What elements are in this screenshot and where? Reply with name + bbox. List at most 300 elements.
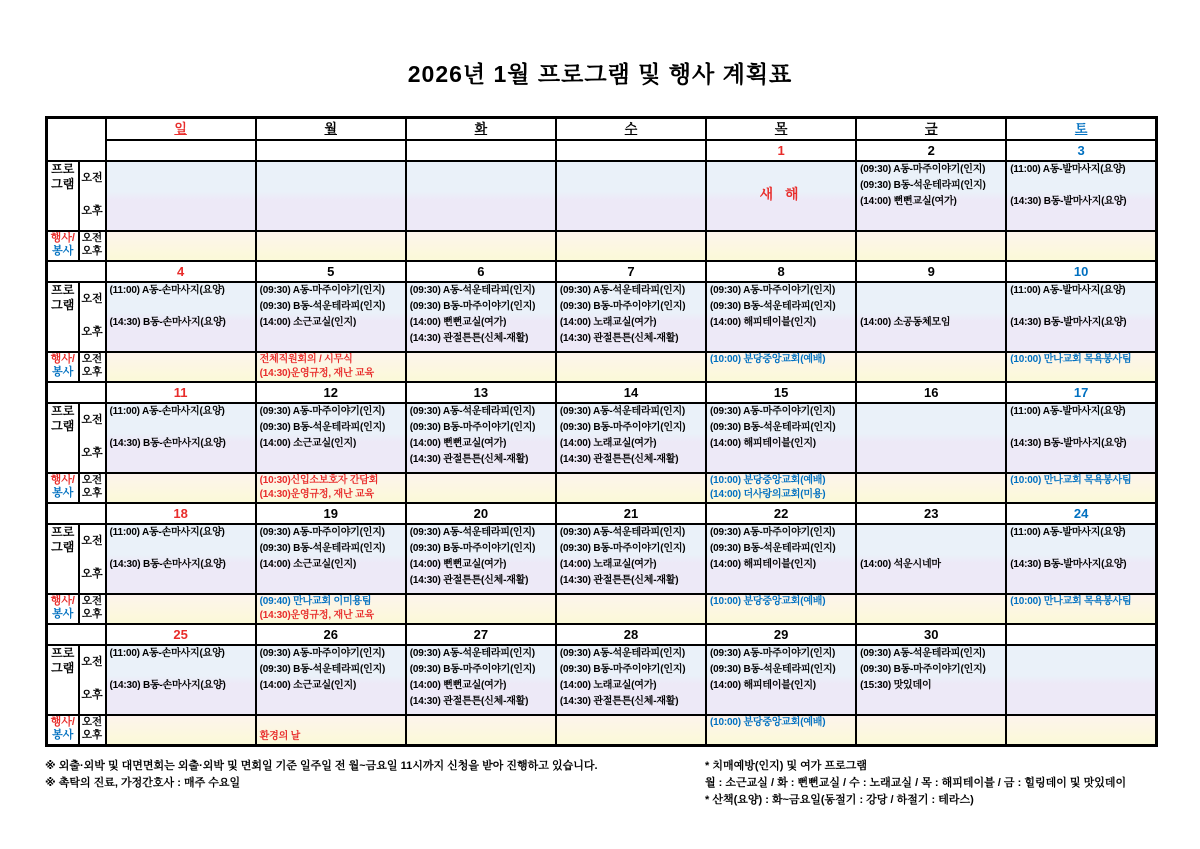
date-cell: 28 [556,624,706,645]
event-entry [557,730,705,744]
date-cell: 14 [556,382,706,403]
program-entry: (14:30) 관절튼튼(신체-재활) [409,454,529,465]
row-label-program-line: 프로 [51,525,75,539]
event-entry [1007,730,1155,744]
date-row-label-cell [47,624,106,645]
event-cell [106,352,256,382]
weekday-header-cell: 목 [706,118,856,141]
program-entry: (14:00) 소근교실(인지) [259,680,357,691]
program-entry: (09:30) B동-석운테라피(인지) [860,180,986,191]
event-cell [256,715,406,746]
date-row-label-cell [47,382,106,403]
event-entry: (10:30)신입소보호자 간담회 [259,475,379,486]
event-entry [107,367,255,381]
label-pm: 오후 [81,447,103,459]
program-entry [1007,694,1155,710]
row-label-ampm [79,524,106,594]
event-entry [107,232,255,246]
row-label-program-line: 그램 [51,419,75,433]
label-pm: 오후 [81,245,103,257]
program-entry: (14:30) B동-손마사지(요양) [109,317,226,328]
program-entry: (14:00) 해피테이블(인지) [710,559,816,570]
event-entry [707,232,855,246]
event-cell [106,715,256,746]
date-cell: 29 [706,624,856,645]
event-entry [707,367,855,381]
event-cell [856,594,1006,624]
event-entry [557,474,705,488]
row-label-event-line: 봉사 [52,608,74,620]
program-cell [106,403,256,473]
program-entry: (09:30) B동-마주이야기(인지) [409,664,536,675]
program-entry: (14:30) 관절튼튼(신체-재활) [559,575,679,586]
event-entry: (10:00) 만나교회 목욕봉사팀 [1010,354,1132,365]
date-cell: 7 [556,261,706,282]
date-row [47,261,1157,282]
program-entry: (09:30) A동-석운테라피(인지) [559,406,686,417]
date-cell [556,140,706,161]
program-cell [106,645,256,715]
row-label-event-line: 봉사 [52,366,74,378]
row-label-event-line: 행사/ [50,474,75,486]
event-entry [407,232,555,246]
program-entry: (11:00) A동-손마사지(요양) [109,527,225,538]
program-entry: (09:30) B동-마주이야기(인지) [409,301,536,312]
program-entry: (09:30) B동-마주이야기(인지) [559,301,686,312]
event-entry: (10:00) 분당중앙교회(예배) [710,717,826,728]
date-cell: 23 [856,503,1006,524]
label-am: 오전 [81,656,103,668]
event-entry: (14:00) 더사랑의교회(미용) [710,489,826,500]
program-entry: (09:30) A동-석운테라피(인지) [409,285,535,296]
program-entry [1007,331,1155,347]
row-label-program-line: 그램 [51,177,75,191]
event-entry [557,595,705,609]
event-entry: (14:30)운영규정, 재난 교육 [259,368,374,379]
program-cell [856,524,1006,594]
event-cell [406,231,556,261]
program-entry [857,404,1005,420]
program-entry [107,541,255,557]
event-entry [407,488,555,502]
program-entry: (14:00) 소공동체모임 [860,317,951,328]
label-pm: 오후 [81,326,103,338]
event-entry: (14:30)운영규정, 재난 교육 [259,489,374,500]
program-cell [706,282,856,352]
event-row [47,231,1157,261]
program-entry [857,299,1005,315]
date-cell [1006,624,1156,645]
date-cell: 19 [256,503,406,524]
event-entry: (10:00) 분당중앙교회(예배) [710,475,826,486]
event-cell [706,473,856,503]
event-entry [557,367,705,381]
row-label-ampm [79,282,106,352]
event-entry [1007,609,1155,623]
date-cell: 10 [1006,261,1156,282]
row-label-ampm [79,403,106,473]
program-row [47,403,1157,473]
program-entry: (09:30) A동-석운테라피(인지) [409,648,535,659]
program-cell [1006,524,1156,594]
program-cell [106,161,256,231]
event-entry [1007,367,1155,381]
program-entry [857,331,1005,347]
footnotes [45,758,1158,809]
program-entry [857,525,1005,541]
row-label-event-line: 행사/ [50,595,75,607]
date-cell: 26 [256,624,406,645]
weekday-header-cell: 화 [406,118,556,141]
program-entry [107,331,255,347]
label-am: 오전 [81,293,103,305]
program-entry [107,420,255,436]
program-entry: (09:30) A동-석운테라피(인지) [559,285,686,296]
program-entry [557,194,705,210]
event-entry [407,595,555,609]
program-entry [107,694,255,710]
event-entry: 환경의 날 [259,731,301,742]
event-cell [1006,473,1156,503]
event-entry [557,488,705,502]
program-entry: (11:00) A동-손마사지(요양) [109,285,225,296]
program-entry: (14:00) 해피테이블(인지) [710,680,816,691]
event-entry [107,716,255,730]
date-row [47,503,1157,524]
program-cell [1006,645,1156,715]
event-entry [857,474,1005,488]
program-cell [706,161,856,231]
event-cell [256,231,406,261]
program-cell [1006,403,1156,473]
event-entry: 전체직원회의 / 시무식 [259,354,353,365]
event-entry [407,716,555,730]
event-cell [706,594,856,624]
program-entry [257,194,405,210]
date-row [47,382,1157,403]
program-entry [857,573,1005,589]
row-label-ampm [79,594,106,624]
label-am: 오전 [81,716,103,728]
event-entry [857,367,1005,381]
program-entry [557,210,705,226]
program-cell [556,282,706,352]
footnote-line: 월 : 소근교실 / 화 : 뻔뻔교실 / 수 : 노래교실 / 목 : 해피테이블 / 금 : 힐링데이 및 맛있데이 [705,777,1127,789]
event-entry [707,246,855,260]
program-entry [107,210,255,226]
row-label-program-line: 그램 [51,540,75,554]
program-entry: (09:30) B동-석운테라피(인지) [259,664,386,675]
footnote-line: ※ 외출·외박 및 대면면회는 외출·외박 및 면회일 기준 일주일 전 월~금요일 11시까지 신청을 받아 진행하고 있습니다. [45,760,598,772]
event-cell [406,473,556,503]
weekday-header-cell: 토 [1006,118,1156,141]
program-entry: (11:00) A동-발마사지(요양) [1010,406,1126,417]
program-entry: (14:30) B동-발마사지(요양) [1010,196,1127,207]
program-entry [257,694,405,710]
program-entry: (09:30) A동-마주이야기(인지) [710,648,836,659]
event-entry [1007,488,1155,502]
event-entry [407,730,555,744]
program-entry [407,178,555,194]
program-entry [257,178,405,194]
date-row-label-cell [47,261,106,282]
row-label-ampm [79,645,106,715]
date-cell: 9 [856,261,1006,282]
holiday-label: 새 해 [759,186,803,202]
event-entry [407,353,555,367]
program-entry: (09:30) B동-마주이야기(인지) [860,664,986,675]
label-am: 오전 [81,414,103,426]
program-cell [706,645,856,715]
program-entry: (11:00) A동-발마사지(요양) [1010,164,1126,175]
program-row [47,645,1157,715]
row-label-program [47,282,79,352]
program-entry: (14:30) B동-발마사지(요양) [1010,559,1127,570]
event-entry [857,232,1005,246]
program-entry: (09:30) B동-석운테라피(인지) [710,664,836,675]
label-am: 오전 [81,232,103,244]
program-entry: (09:30) B동-마주이야기(인지) [559,422,686,433]
event-cell [106,594,256,624]
program-entry: (14:00) 해피테이블(인지) [710,438,816,449]
event-entry [257,232,405,246]
label-pm: 오후 [81,568,103,580]
label-pm: 오후 [81,729,103,741]
program-entry: (14:00) 해피테이블(인지) [710,317,816,328]
program-entry [857,436,1005,452]
program-entry [857,541,1005,557]
program-entry [257,573,405,589]
row-label-program-line: 프로 [51,283,75,297]
event-row [47,715,1157,746]
program-cell [256,645,406,715]
program-entry: (14:00) 뻔뻔교실(여가) [860,196,957,207]
program-cell [556,645,706,715]
program-entry: (14:00) 노래교실(여가) [559,680,657,691]
program-entry [1007,299,1155,315]
program-cell [106,282,256,352]
date-cell: 25 [106,624,256,645]
date-cell: 21 [556,503,706,524]
date-cell: 15 [706,382,856,403]
program-entry: (09:30) A동-마주이야기(인지) [259,285,385,296]
program-entry: (09:30) A동-마주이야기(인지) [259,406,385,417]
program-entry: (14:00) 뻔뻔교실(여가) [409,317,507,328]
program-entry: (14:00) 석운시네마 [860,559,941,570]
program-cell [1006,282,1156,352]
event-entry [857,609,1005,623]
date-cell: 24 [1006,503,1156,524]
label-pm: 오후 [81,689,103,701]
date-cell: 12 [256,382,406,403]
label-pm: 오후 [81,487,103,499]
event-cell [1006,594,1156,624]
row-label-ampm [79,473,106,503]
event-cell [406,715,556,746]
event-cell [706,352,856,382]
program-entry: (14:00) 뻔뻔교실(여가) [409,438,507,449]
program-entry: (14:30) 관절튼튼(신체-재활) [409,333,529,344]
date-cell: 5 [256,261,406,282]
program-entry [107,162,255,178]
program-entry [1007,178,1155,194]
program-entry: (09:30) B동-석운테라피(인지) [710,543,836,554]
program-entry: (14:30) 관절튼튼(신체-재활) [559,333,679,344]
event-entry [857,716,1005,730]
footnotes-left [45,758,705,809]
event-entry [407,246,555,260]
program-cell [256,282,406,352]
program-entry [257,210,405,226]
page-title: 2026년 1월 프로그램 및 행사 계획표 [407,61,793,87]
program-cell [556,524,706,594]
program-entry [857,420,1005,436]
program-cell [856,403,1006,473]
row-label-program-line: 프로 [51,404,75,418]
program-entry: (14:00) 소근교실(인지) [259,438,357,449]
program-cell [406,161,556,231]
program-cell [406,403,556,473]
program-entry: (14:00) 뻔뻔교실(여가) [409,680,507,691]
program-entry: (11:00) A동-발마사지(요양) [1010,285,1126,296]
weekday-header-cell: 월 [256,118,406,141]
program-entry: (11:00) A동-손마사지(요양) [109,406,225,417]
event-cell [406,352,556,382]
program-entry [407,210,555,226]
event-entry [557,609,705,623]
event-cell [556,231,706,261]
row-label-event-line: 행사/ [50,716,75,728]
event-entry [107,595,255,609]
event-entry [557,716,705,730]
event-entry [557,353,705,367]
row-label-event-line: 봉사 [52,487,74,499]
program-entry [857,694,1005,710]
event-entry [407,474,555,488]
program-cell [406,282,556,352]
program-cell [856,282,1006,352]
event-entry [107,730,255,744]
program-entry: (14:00) 소근교실(인지) [259,559,357,570]
event-cell [406,594,556,624]
event-row [47,352,1157,382]
program-entry: (09:30) B동-석운테라피(인지) [710,422,836,433]
program-entry: (11:00) A동-발마사지(요양) [1010,527,1126,538]
row-label-event [47,473,79,503]
program-entry: (14:00) 노래교실(여가) [559,317,657,328]
program-entry: (14:30) 관절튼튼(신체-재활) [559,454,679,465]
program-cell [406,645,556,715]
weekday-header-cell: 수 [556,118,706,141]
event-entry [107,353,255,367]
program-cell [256,524,406,594]
program-entry: (09:30) B동-석운테라피(인지) [710,301,836,312]
event-entry: (10:00) 분당중앙교회(예배) [710,354,826,365]
date-cell: 2 [856,140,1006,161]
event-entry [857,488,1005,502]
event-cell [256,594,406,624]
event-row [47,594,1157,624]
program-entry: (09:30) B동-마주이야기(인지) [559,543,686,554]
event-entry: (09:40) 만나교회 이미용팀 [259,596,372,607]
date-cell: 11 [106,382,256,403]
program-entry [107,662,255,678]
row-label-event-line: 행사/ [50,232,75,244]
schedule-table [45,116,1158,747]
program-entry [1007,210,1155,226]
event-entry [407,367,555,381]
label-am: 오전 [81,535,103,547]
footnote-line: * 치매예방(인지) 및 여가 프로그램 [705,760,867,772]
program-entry [1007,541,1155,557]
row-label-event-line: 봉사 [52,729,74,741]
event-cell [106,473,256,503]
program-cell [256,161,406,231]
program-entry [1007,573,1155,589]
program-entry: (14:30) B동-손마사지(요양) [109,680,226,691]
event-cell [706,715,856,746]
event-entry [107,246,255,260]
event-entry [107,488,255,502]
program-entry: (09:30) A동-석운테라피(인지) [409,527,535,538]
program-entry: (09:30) B동-마주이야기(인지) [409,543,536,554]
program-entry: (09:30) B동-석운테라피(인지) [259,543,386,554]
date-cell: 6 [406,261,556,282]
program-entry [107,452,255,468]
event-entry [1007,232,1155,246]
event-entry: (10:00) 만나교회 목욕봉사팀 [1010,596,1132,607]
program-entry [107,194,255,210]
date-cell [106,140,256,161]
program-entry [707,573,855,589]
event-cell [856,231,1006,261]
event-cell [1006,231,1156,261]
date-cell: 18 [106,503,256,524]
weekday-header-cell: 금 [856,118,1006,141]
event-cell [556,352,706,382]
program-entry: (09:30) A동-석운테라피(인지) [559,648,686,659]
row-label-program [47,645,79,715]
program-cell [706,403,856,473]
program-cell [856,161,1006,231]
event-entry [407,609,555,623]
program-entry [107,299,255,315]
program-entry [857,452,1005,468]
event-entry: (10:00) 분당중앙교회(예배) [710,596,826,607]
program-entry: (09:30) B동-석운테라피(인지) [259,422,386,433]
program-cell [256,403,406,473]
event-entry [557,232,705,246]
row-label-ampm [79,231,106,261]
footnote-line: ※ 촉탁의 진료, 가정간호사 : 매주 수요일 [45,777,241,789]
event-entry [107,609,255,623]
row-label-event [47,594,79,624]
row-label-program [47,403,79,473]
program-cell [706,524,856,594]
program-entry: (09:30) A동-석운테라피(인지) [559,527,686,538]
label-am: 오전 [81,595,103,607]
date-row [47,140,1157,161]
event-cell [556,594,706,624]
program-entry: (14:00) 소근교실(인지) [259,317,357,328]
program-entry [257,331,405,347]
program-entry: (09:30) B동-석운테라피(인지) [259,301,386,312]
program-entry: (09:30) B동-마주이야기(인지) [559,664,686,675]
row-label-ampm [79,352,106,382]
program-entry [257,162,405,178]
label-pm: 오후 [81,608,103,620]
program-entry: (11:00) A동-손마사지(요양) [109,648,225,659]
